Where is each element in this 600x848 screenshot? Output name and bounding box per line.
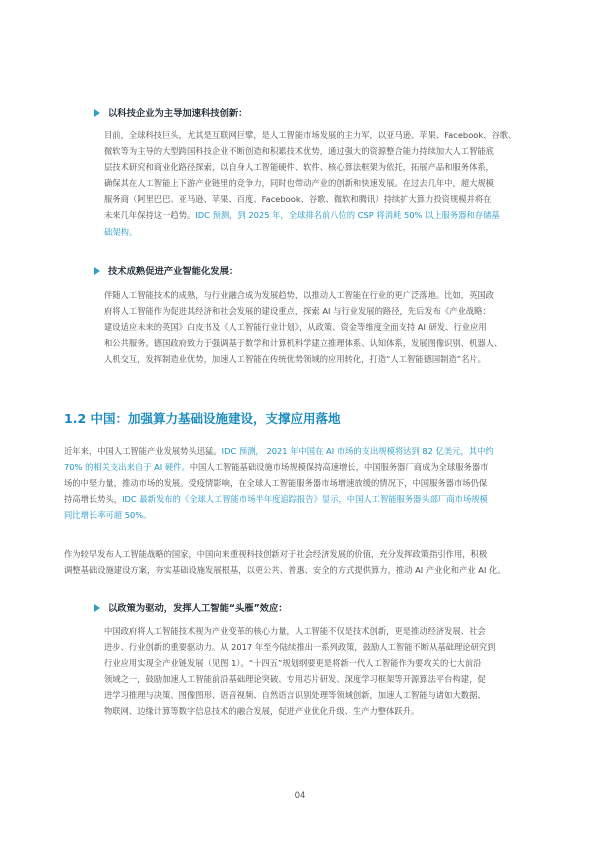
text-run: 中国人工智能基础设施市场规模保持高速增长，中国服务器厂商成为全球服务器市 (189, 462, 489, 473)
triangle-bullet-icon (94, 109, 100, 117)
text-line (104, 351, 502, 367)
text-line (104, 655, 495, 671)
page-number: 04 (294, 791, 306, 801)
paragraph-china-strategy (64, 546, 506, 578)
text-run: 调整基础设施建设方案，夯实基础设施发展根基，以更公共、普惠、安全的方式提供算力，推动 AI 产业化和产业 AI 化。 (64, 565, 506, 576)
text-line (104, 303, 502, 319)
text-line (104, 671, 495, 687)
highlighted-text: 同比增长率可超 50%。 (64, 510, 152, 521)
text-run: 进学习推理与决策、图像图形、语音视频、自然语言识别处理等领域创新，加速人工智能与诸如大数据、 (104, 690, 486, 701)
text-run: 服务商（阿里巴巴、亚马逊、苹果、百度、Facebook、谷歌、微软和腾讯）持续扩大算力投资规模并将在 (104, 194, 492, 205)
text-run: 建设适应未来的英国》白皮书及《人工智能行业计划》，从政策、资金等维度全面支持 AI 研发、行业应用 (104, 322, 487, 333)
text-run: 进步、行业创新的重要驱动力。从 2017 年至今陆续推出一系列政策，鼓励人工智能不断从基础理论研究到 (104, 642, 496, 653)
text-line (104, 687, 495, 703)
highlighted-text: IDC 最新发布的《全球人工智能市场半年度追踪报告》显示，中国人工智能服务器头部厂商市场规模 (122, 494, 488, 505)
paragraph-china-overview (64, 443, 494, 523)
text-line (64, 507, 494, 523)
section-heading-policy-driven: 以政策为驱动，发挥人工智能“头雁”效应： (94, 602, 288, 616)
text-line (104, 191, 516, 207)
text-line (104, 319, 502, 335)
text-run: 物联网、边缘计算等数字信息技术的融合发展，促进产业优化升级、生产力整体跃升。 (104, 706, 420, 717)
text-line (104, 623, 495, 639)
text-run: 目前，全球科技巨头，尤其是互联网巨擘，是人工智能市场发展的主力军，以亚马逊、苹果、Facebook、谷歌、 (104, 130, 517, 140)
text-run: 近年来，中国人工智能产业发展势头迅猛。 (64, 446, 222, 456)
text-line (64, 475, 494, 491)
text-line (64, 491, 494, 507)
text-line (104, 207, 516, 223)
paragraph-policy-driven (104, 623, 495, 720)
text-line (64, 546, 506, 562)
section-title: 1.2 中国：加强算力基础设施建设，支撑应用落地 (64, 411, 341, 426)
text-line (104, 127, 516, 143)
text-line (104, 224, 516, 240)
highlighted-text: 础架构。 (104, 226, 138, 237)
text-run: 行业应用实现全产业链发展（见图 1）。“十四五”规划纲要更是将新一代人工智能作为要攻关的七大前沿 (104, 658, 482, 669)
text-run: 未来几年保持这一趋势。 (104, 210, 196, 221)
text-line (104, 335, 502, 351)
text-line (104, 639, 495, 655)
text-line (64, 459, 494, 475)
paragraph-industry-intelligence (104, 287, 502, 367)
text-run: 作为较早发布人工智能战略的国家，中国向来重视科技创新对于社会经济发展的价值，充分发挥政策指引作用，积极 (64, 549, 488, 559)
text-run: 和公共服务。德国政府致力于强调基于数学和计算机科学建立推理体系、认知体系，发展图像识别、机器人、 (104, 338, 503, 349)
highlighted-text: IDC 预测， 2021 年中国在 AI 市场的支出规模将达到 82 亿美元，其中约 (221, 446, 494, 456)
text-run: 伴随人工智能技术的成熟，与行业融合成为发展趋势，以推动人工智能在行业的更广泛落地。比如，英国政 (104, 290, 494, 300)
text-run: 持高增长势头， (64, 494, 123, 505)
text-run: 府将人工智能作为促进其经济和社会发展的建设重点，探索 AI 与行业发展的路径，先后发布《产业战略： (104, 306, 491, 317)
text-run: 人机交互，发挥制造业优势，加速人工智能在传统优势领域的应用转化，打造“人工智能德国制造”名片。 (104, 354, 486, 365)
text-line (104, 159, 516, 175)
paragraph-tech-enterprise (104, 127, 516, 240)
text-run: 领域之一，鼓励加速人工智能前沿基础理论突破、专用芯片研发、深度学习框架等开源算法平台构建，促 (104, 674, 486, 685)
highlighted-text: 70% 的相关支出来自于 AI 硬件。 (64, 462, 190, 473)
text-run: 微软等为主导的大型跨国科技企业不断创造和积累技术优势，通过强大的资源整合能力持续加大人工智能底 (104, 146, 494, 157)
text-line (104, 703, 495, 719)
triangle-bullet-icon (94, 604, 100, 612)
section-heading-tech-enterprise: 以科技企业为主导加速科技创新： (94, 107, 247, 121)
text-run: 中国政府将人工智能技术视为产业变革的核心力量，人工智能不仅是技术创新，更是推动经济发展、社会 (104, 626, 486, 636)
section-heading-industry-intelligence: 技术成熟促进产业智能化发展： (94, 265, 238, 279)
text-run: 场的中坚力量，推动市场的发展。受疫情影响，在全球人工智能服务器市场增速放缓的情况下，中国服务器市场仍保 (64, 478, 488, 489)
highlighted-text: IDC 预测，到 2025 年，全球排名前八位的 CSP 将消耗 50% 以上服务器和存储基 (195, 210, 500, 221)
text-line (104, 287, 502, 303)
text-run: 确保其在人工智能上下游产业链里的竞争力，同时也带动产业的创新和快速发展。在过去几年中，超大规模 (104, 178, 494, 189)
text-line (104, 175, 516, 191)
triangle-bullet-icon (94, 267, 100, 275)
text-line (64, 443, 494, 459)
text-line (64, 562, 506, 578)
text-run: 层技术研究和商业化路径探索，以自身人工智能硬件、软件、核心算法框架为依托，拓展产品和服务体系， (104, 162, 494, 173)
text-line (104, 143, 516, 159)
